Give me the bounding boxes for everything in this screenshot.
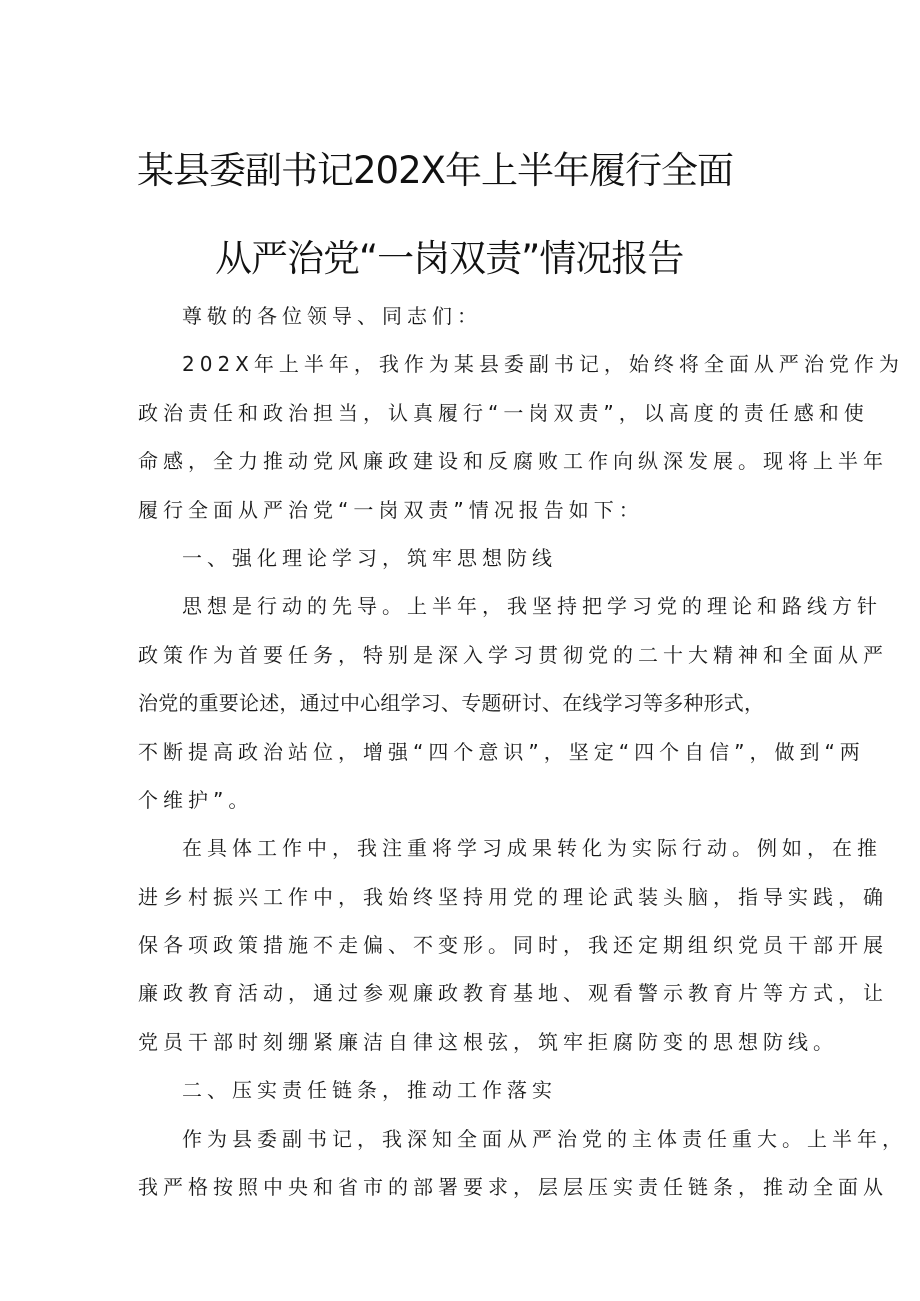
body-text-line: 政治责任和政治担当，认真履行“一岗双责”，以高度的责任感和使	[138, 400, 869, 425]
body-text-line: 作为县委副书记，我深知全面从严治党的主体责任重大。上半年，	[182, 1126, 907, 1151]
body-text-line: 保各项政策措施不走偏、不变形。同时，我还定期组织党员干部开展	[138, 933, 888, 958]
body-text-line: 思想是行动的先导。上半年，我坚持把学习党的理论和路线方针	[182, 594, 882, 619]
document-title-line-2: 从严治党“一岗双责”情况报告	[215, 237, 684, 280]
body-text-line: 我严格按照中央和省市的部署要求，层层压实责任链条，推动全面从	[138, 1175, 888, 1200]
body-text-line: 二、压实责任链条，推动工作落实	[182, 1078, 557, 1103]
body-text-line: 政策作为首要任务，特别是深入学习贯彻党的二十大精神和全面从严	[138, 642, 888, 667]
document-title-line-1: 某县委副书记202X年上半年履行全面	[137, 149, 733, 192]
body-text-line: 党员干部时刻绷紧廉洁自律这根弦，筑牢拒腐防变的思想防线。	[138, 1029, 838, 1054]
body-text-line: 进乡村振兴工作中，我始终坚持用党的理论武装头脑，指导实践，确	[138, 884, 888, 909]
body-text-line: 命感，全力推动党风廉政建设和反腐败工作向纵深发展。现将上半年	[138, 449, 888, 474]
body-text-line: 廉政教育活动，通过参观廉政教育基地、观看警示教育片等方式，让	[138, 981, 888, 1006]
body-text-line: 不断提高政治站位，增强“四个意识”，坚定“四个自信”，做到“两	[138, 739, 865, 764]
document-body	[138, 292, 907, 1211]
body-text-line: 在具体工作中，我注重将学习成果转化为实际行动。例如，在推	[182, 836, 882, 861]
body-text-line: 履行全面从严治党“一岗双责”情况报告如下：	[138, 497, 644, 522]
body-text-line: 个维护”。	[138, 787, 254, 812]
body-text-line: 202X年上半年，我作为某县委副书记，始终将全面从严治党作为	[182, 352, 904, 377]
body-text-line: 尊敬的各位领导、同志们：	[182, 304, 482, 328]
body-text-line: 治党的重要论述，通过中心组学习、专题研讨、在线学习等多种形式，	[138, 691, 765, 716]
body-text-line: 一、强化理论学习，筑牢思想防线	[182, 545, 557, 570]
